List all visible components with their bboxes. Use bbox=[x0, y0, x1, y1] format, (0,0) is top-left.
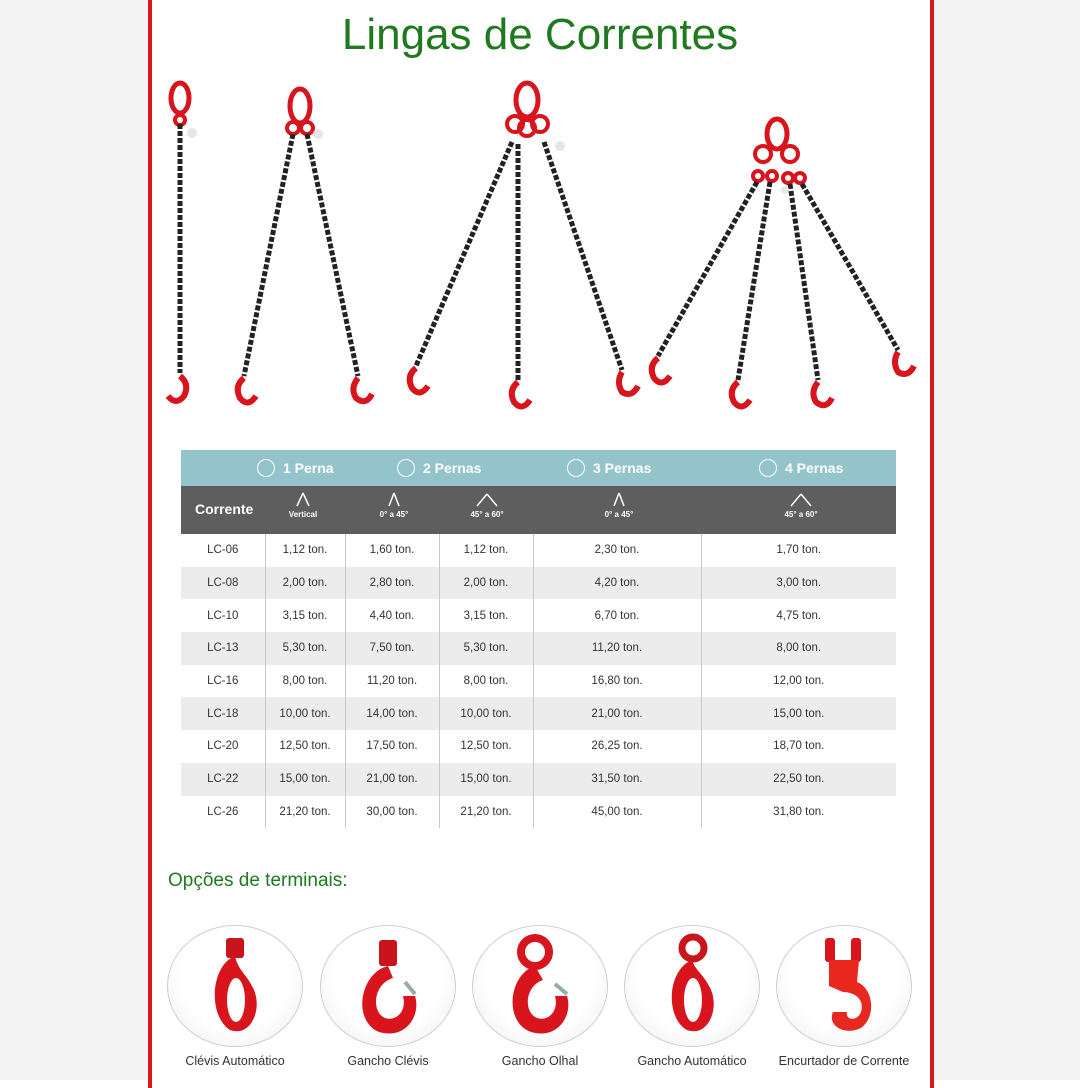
capacity-cell: 1,70 ton. bbox=[701, 534, 896, 567]
capacity-cell: 1,60 ton. bbox=[345, 534, 439, 567]
terminal-image-circle bbox=[320, 925, 456, 1047]
capacity-cell: 21,00 ton. bbox=[533, 697, 701, 730]
capacity-cell: 10,00 ton. bbox=[265, 697, 345, 730]
group-label: 1 Perna bbox=[283, 460, 334, 476]
leg-groups-header bbox=[181, 450, 896, 486]
capacity-cell: 8,00 ton. bbox=[701, 632, 896, 665]
chain-column-header: Corrente bbox=[195, 501, 254, 517]
self-locking-hook-icon bbox=[625, 926, 759, 1046]
angle-2p-45-60 bbox=[442, 492, 532, 519]
terminal-gancho-clevis bbox=[313, 925, 463, 1068]
capacity-cell: 12,50 ton. bbox=[439, 730, 533, 763]
capacity-cell: 8,00 ton. bbox=[439, 665, 533, 698]
angle-icon bbox=[789, 492, 813, 508]
capacity-cell: 1,12 ton. bbox=[265, 534, 345, 567]
capacity-cell: 21,20 ton. bbox=[265, 796, 345, 829]
capacity-cell: 21,20 ton. bbox=[439, 796, 533, 829]
capacity-cell: 31,50 ton. bbox=[533, 763, 701, 796]
capacity-cell: 15,00 ton. bbox=[701, 697, 896, 730]
clevis-hook-icon bbox=[168, 926, 302, 1046]
clevis-hook-icon bbox=[321, 926, 455, 1046]
capacity-cell: 16,80 ton. bbox=[533, 665, 701, 698]
chain-code-cell: LC-18 bbox=[181, 697, 265, 730]
terminal-encurtador bbox=[769, 925, 919, 1068]
capacity-cell: 4,75 ton. bbox=[701, 599, 896, 632]
sling-3-legs bbox=[410, 83, 638, 407]
four-legs-icon bbox=[759, 459, 777, 477]
chain-code-cell: LC-06 bbox=[207, 544, 239, 557]
capacity-cell: 3,15 ton. bbox=[439, 599, 533, 632]
angle-vertical bbox=[258, 492, 348, 519]
sling-2-legs bbox=[238, 89, 372, 403]
capacity-cell: 6,70 ton. bbox=[533, 599, 701, 632]
group-4-pernas bbox=[759, 450, 843, 486]
capacity-cell: 18,70 ton. bbox=[701, 730, 896, 763]
chain-code-cell: LC-10 bbox=[207, 609, 239, 622]
table-row bbox=[181, 534, 896, 567]
group-label: 4 Pernas bbox=[785, 460, 844, 476]
three-legs-icon bbox=[567, 459, 585, 477]
table-row bbox=[181, 796, 896, 829]
terminal-options-title: Opções de terminais: bbox=[168, 870, 348, 891]
chain-code-cell: LC-08 bbox=[181, 567, 265, 600]
terminal-gancho-olhal bbox=[465, 925, 615, 1068]
terminal-label: Clévis Automático bbox=[185, 1054, 285, 1068]
angle-icon bbox=[609, 492, 629, 508]
capacity-cell: 2,80 ton. bbox=[345, 567, 439, 600]
capacity-cell: 2,00 ton. bbox=[439, 567, 533, 600]
terminal-label: Gancho Olhal bbox=[501, 1054, 579, 1068]
angle-label: 45° a 60° bbox=[470, 510, 504, 519]
capacity-cell: 2,30 ton. bbox=[533, 534, 701, 567]
group-label: 2 Pernas bbox=[423, 460, 482, 476]
capacity-data bbox=[181, 534, 896, 828]
table-row bbox=[181, 697, 896, 730]
angle-icon bbox=[293, 492, 313, 508]
chain-code-cell: LC-13 bbox=[181, 632, 265, 665]
terminal-label: Gancho Clévis bbox=[347, 1054, 429, 1068]
group-2-pernas bbox=[397, 450, 481, 486]
capacity-cell: 21,00 ton. bbox=[345, 763, 439, 796]
group-1-perna bbox=[257, 450, 334, 486]
capacity-table bbox=[181, 450, 896, 828]
capacity-cell: 11,20 ton. bbox=[533, 632, 701, 665]
capacity-cell: 15,00 ton. bbox=[439, 763, 533, 796]
capacity-cell: 31,80 ton. bbox=[701, 796, 896, 829]
angle-label: Vertical bbox=[288, 510, 318, 519]
terminal-label: Encurtador de Corrente bbox=[778, 1054, 910, 1068]
capacity-cell: 8,00 ton. bbox=[265, 665, 345, 698]
angle-3p-0-45 bbox=[574, 492, 664, 519]
terminal-image-circle bbox=[167, 925, 303, 1047]
capacity-cell: 11,20 ton. bbox=[345, 665, 439, 698]
table-row bbox=[181, 665, 896, 698]
capacity-cell: 12,50 ton. bbox=[265, 730, 345, 763]
shortening-grab-hook-icon bbox=[777, 926, 911, 1046]
chain-code-cell: LC-22 bbox=[181, 763, 265, 796]
chain-code-cell: LC-20 bbox=[207, 740, 239, 753]
capacity-cell: 10,00 ton. bbox=[439, 697, 533, 730]
capacity-cell: 22,50 ton. bbox=[701, 763, 896, 796]
angle-header bbox=[181, 486, 896, 534]
table-row bbox=[181, 730, 896, 763]
capacity-cell: 17,50 ton. bbox=[345, 730, 439, 763]
angle-label: 0° a 45° bbox=[604, 510, 634, 519]
left-background bbox=[0, 0, 150, 1080]
angle-label: 45° a 60° bbox=[784, 510, 818, 519]
angle-2p-0-45 bbox=[349, 492, 439, 519]
capacity-cell: 2,00 ton. bbox=[265, 567, 345, 600]
capacity-cell: 1,12 ton. bbox=[439, 534, 533, 567]
sling-1-leg bbox=[168, 83, 197, 401]
eye-hook-icon bbox=[473, 926, 607, 1046]
capacity-cell: 4,20 ton. bbox=[533, 567, 701, 600]
capacity-cell: 3,00 ton. bbox=[701, 567, 896, 600]
chain-code-cell: LC-16 bbox=[207, 675, 239, 688]
capacity-cell: 12,00 ton. bbox=[701, 665, 896, 698]
page-title: Lingas de Correntes bbox=[341, 10, 739, 59]
right-background bbox=[932, 0, 1080, 1080]
capacity-cell: 14,00 ton. bbox=[345, 697, 439, 730]
chain-code-cell: LC-26 bbox=[207, 805, 239, 818]
sling-4-legs bbox=[652, 119, 914, 407]
group-3-pernas bbox=[567, 450, 651, 486]
terminal-gancho-automatico bbox=[617, 925, 767, 1068]
angle-label: 0° a 45° bbox=[379, 510, 409, 519]
capacity-cell: 45,00 ton. bbox=[533, 796, 701, 829]
capacity-cell: 4,40 ton. bbox=[345, 599, 439, 632]
capacity-cell: 30,00 ton. bbox=[345, 796, 439, 829]
capacity-cell: 5,30 ton. bbox=[439, 632, 533, 665]
capacity-cell: 15,00 ton. bbox=[265, 763, 345, 796]
capacity-cell: 3,15 ton. bbox=[265, 599, 345, 632]
one-leg-icon bbox=[257, 459, 275, 477]
angle-icon bbox=[475, 492, 499, 508]
table-row bbox=[181, 632, 896, 665]
table-row bbox=[181, 599, 896, 632]
angle-icon bbox=[384, 492, 404, 508]
two-legs-icon bbox=[397, 459, 415, 477]
capacity-cell: 7,50 ton. bbox=[345, 632, 439, 665]
terminal-label: Gancho Automático bbox=[637, 1054, 747, 1068]
capacity-cell: 26,25 ton. bbox=[533, 730, 701, 763]
angle-4p-45-60 bbox=[756, 492, 846, 519]
terminal-image-circle bbox=[776, 925, 912, 1047]
terminal-clevis-automatico bbox=[160, 925, 310, 1068]
terminal-image-circle bbox=[624, 925, 760, 1047]
group-label: 3 Pernas bbox=[593, 460, 652, 476]
terminal-image-circle bbox=[472, 925, 608, 1047]
table-row bbox=[181, 763, 896, 796]
capacity-cell: 5,30 ton. bbox=[265, 632, 345, 665]
chain-slings-illustration bbox=[160, 78, 920, 418]
table-row bbox=[181, 567, 896, 600]
